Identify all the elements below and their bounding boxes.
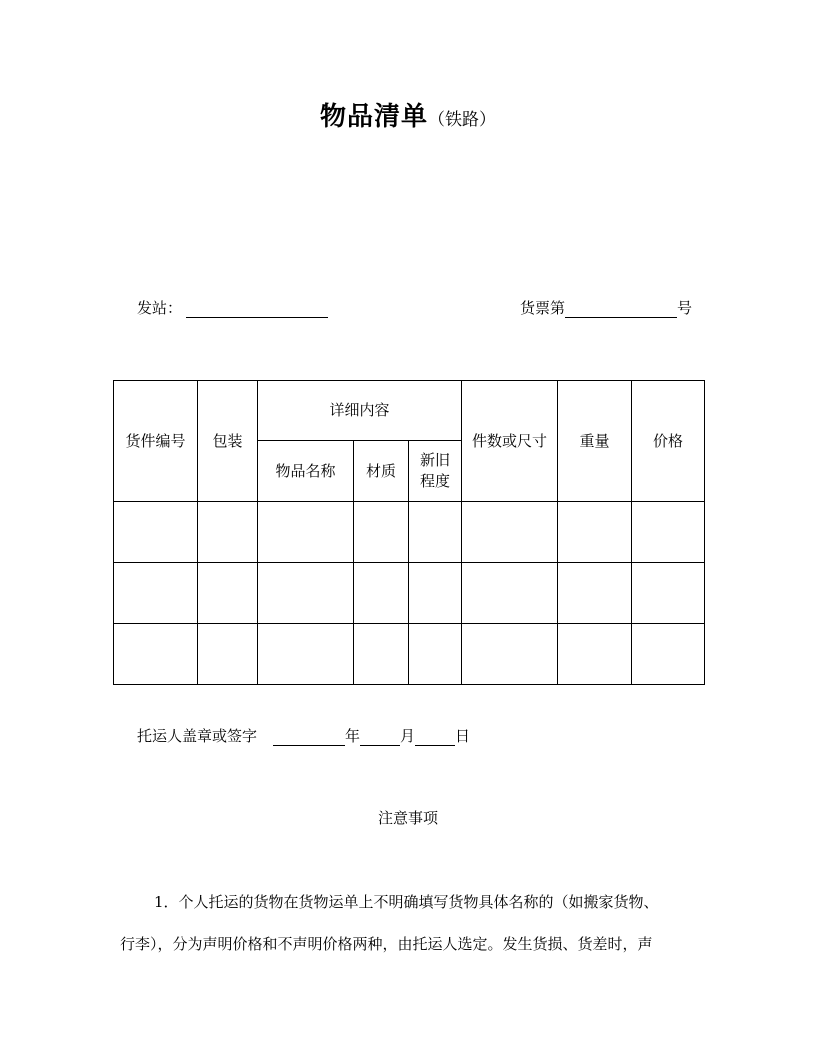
waybill-number-field — [520, 297, 692, 318]
table-cell[interactable] — [258, 563, 354, 624]
departure-station-field — [137, 297, 328, 318]
table-cell[interactable] — [198, 624, 258, 685]
table-cell[interactable] — [114, 624, 198, 685]
table-cell[interactable] — [409, 563, 462, 624]
table-cell[interactable] — [632, 502, 705, 563]
notice-line-2: 行李），分为声明价格和不声明价格两种，由托运人选定。发生货损、货差时，声 — [120, 935, 653, 953]
table-cell[interactable] — [462, 563, 558, 624]
table-cell[interactable] — [558, 624, 632, 685]
table-cell[interactable] — [462, 624, 558, 685]
station-blank[interactable] — [186, 300, 328, 318]
month-label: 月 — [400, 727, 416, 745]
table-cell[interactable] — [258, 624, 354, 685]
waybill-blank[interactable] — [565, 300, 677, 318]
header-item-name: 物品名称 — [258, 441, 354, 502]
table-cell[interactable] — [258, 502, 354, 563]
goods-table — [113, 380, 705, 685]
header-price: 价格 — [632, 381, 705, 502]
table-cell[interactable] — [354, 624, 409, 685]
station-label: 发站： — [137, 299, 183, 317]
header-material: 材质 — [354, 441, 409, 502]
table-cell[interactable] — [198, 502, 258, 563]
header-condition-line1: 新旧 — [420, 451, 451, 469]
day-label: 日 — [455, 727, 471, 745]
table-cell[interactable] — [114, 502, 198, 563]
title-sub: （铁路） — [428, 110, 496, 130]
notice-title: 注意事项 — [377, 809, 438, 827]
table-cell[interactable] — [558, 502, 632, 563]
table-cell[interactable] — [198, 563, 258, 624]
header-weight: 重量 — [558, 381, 632, 502]
notice-line-1: 1．个人托运的货物在货物运单上不明确填写货物具体名称的（如搬家货物、 — [154, 893, 659, 911]
header-quantity-size: 件数或尺寸 — [462, 381, 558, 502]
table-cell[interactable] — [409, 624, 462, 685]
table-cell[interactable] — [354, 563, 409, 624]
waybill-suffix: 号 — [677, 299, 693, 317]
table-cell[interactable] — [354, 502, 409, 563]
table-row — [114, 502, 705, 563]
header-cargo-no: 货件编号 — [114, 381, 198, 502]
year-blank[interactable] — [273, 728, 345, 746]
waybill-prefix: 货票第 — [520, 299, 566, 317]
day-blank[interactable] — [415, 728, 455, 746]
table-cell[interactable] — [632, 624, 705, 685]
title-main: 物品清单 — [319, 102, 428, 132]
notice-paragraph-line — [120, 892, 694, 912]
header-condition — [409, 441, 462, 502]
header-condition-line2: 程度 — [420, 472, 451, 490]
table-cell[interactable] — [409, 502, 462, 563]
table-cell[interactable] — [114, 563, 198, 624]
table-cell[interactable] — [558, 563, 632, 624]
table-cell[interactable] — [462, 502, 558, 563]
year-label: 年 — [345, 727, 361, 745]
table-row — [114, 563, 705, 624]
signature-label: 托运人盖章或签字 — [137, 727, 258, 745]
document-title — [0, 96, 816, 133]
signature-row — [137, 725, 470, 746]
header-details: 详细内容 — [258, 381, 462, 441]
header-packing: 包装 — [198, 381, 258, 502]
table-cell[interactable] — [632, 563, 705, 624]
month-blank[interactable] — [360, 728, 400, 746]
notice-paragraph-line — [120, 934, 694, 954]
table-row — [114, 624, 705, 685]
